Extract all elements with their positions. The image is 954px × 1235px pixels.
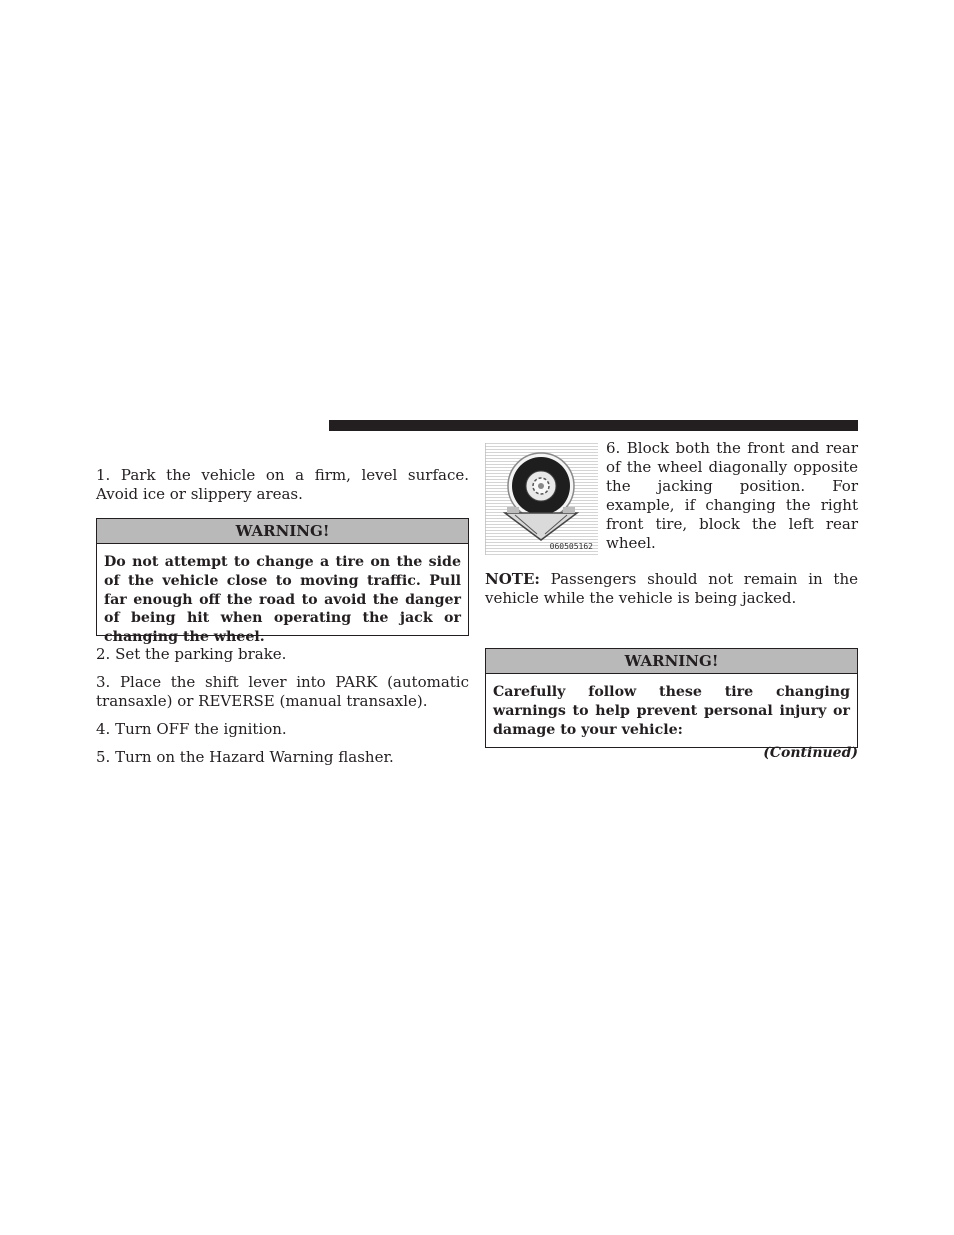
figure-code: 060505162 bbox=[549, 542, 593, 551]
step-5-text: 5. Turn on the Hazard Warning flasher. bbox=[96, 748, 394, 766]
warning-box-2 bbox=[485, 648, 858, 748]
note-label: NOTE: bbox=[485, 570, 540, 588]
note-paragraph bbox=[485, 570, 858, 608]
warning-text: Carefully follow these tire changing warnings to help prevent personal injury or damage to your vehicle: bbox=[493, 684, 850, 738]
step-1-text: 1. Park the vehicle on a firm, level surface. Avoid ice or slippery areas. bbox=[96, 466, 469, 503]
warning-text: Do not attempt to change a tire on the side of the vehicle close to moving traffic. Pull far enough off the road to avoid the danger of being hit when operating the jack or changing the wheel. bbox=[104, 554, 461, 646]
header-rule-bar bbox=[329, 420, 858, 431]
wheel-chock-icon bbox=[485, 443, 598, 555]
warning-title: WARNING! bbox=[97, 519, 468, 544]
warning-title: WARNING! bbox=[486, 649, 857, 674]
wheel-block-illustration bbox=[485, 443, 598, 555]
step-6-text: 6. Block both the front and rear of the wheel diagonally opposite the jacking position. For example, if changing the right front tire, block the left rear wheel. bbox=[606, 439, 858, 552]
step-3-text: 3. Place the shift lever into PARK (automatic transaxle) or REVERSE (manual transaxle). bbox=[96, 673, 469, 710]
step-2-text: 2. Set the parking brake. bbox=[96, 645, 287, 663]
step-4-text: 4. Turn OFF the ignition. bbox=[96, 720, 287, 738]
continued-label: (Continued) bbox=[763, 745, 858, 761]
note-text: Passengers should not remain in the vehicle while the vehicle is being jacked. bbox=[485, 570, 858, 607]
warning-box-1 bbox=[96, 518, 469, 646]
